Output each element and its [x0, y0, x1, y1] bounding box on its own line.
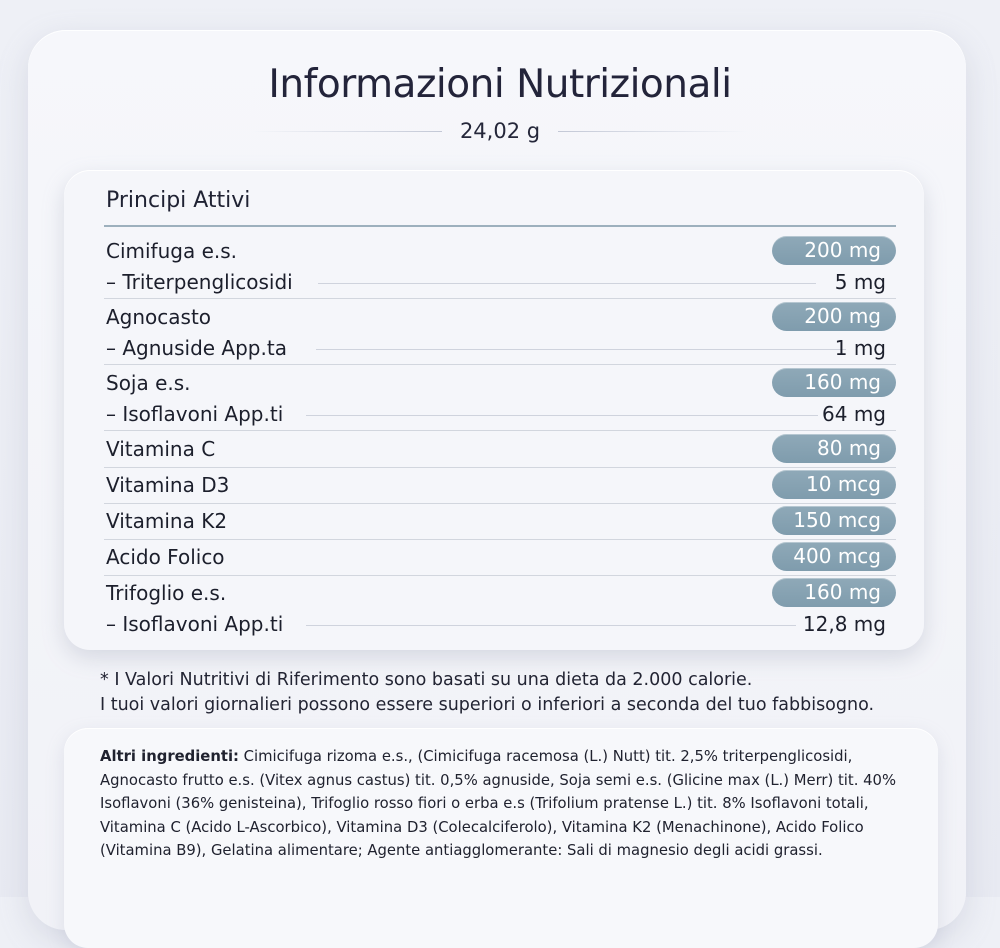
group-divider — [104, 539, 896, 540]
ingredient-amount-badge: 400 mcg — [772, 542, 896, 571]
divider-right — [558, 131, 748, 132]
sub-ingredient-amount: 5 mg — [834, 270, 886, 294]
ingredient-row — [106, 367, 896, 399]
sub-ingredient-row — [106, 398, 896, 430]
ingredient-name: Trifoglio e.s. — [106, 581, 227, 605]
sub-ingredient-name: – Isoflavoni App.ti — [106, 402, 284, 426]
reference-footnote — [100, 668, 920, 718]
net-weight: 24,02 g — [459, 119, 541, 143]
ingredient-amount-badge: 10 mcg — [772, 470, 896, 499]
ingredient-amount-badge: 160 mg — [772, 368, 896, 397]
group-divider — [104, 298, 896, 299]
group-divider — [104, 503, 896, 504]
ingredient-row — [106, 433, 896, 465]
ingredient-amount-badge: 160 mg — [772, 578, 896, 607]
sub-ingredient-name: – Agnuside App.ta — [106, 336, 287, 360]
header-rule — [104, 225, 896, 227]
sub-ingredient-row — [106, 608, 896, 640]
weight-row — [0, 116, 1000, 146]
sub-ingredient-amount: 1 mg — [834, 336, 886, 360]
group-divider — [104, 467, 896, 468]
dotted-leader — [306, 415, 818, 416]
page-title: Informazioni Nutrizionali — [268, 62, 732, 107]
ingredient-name: Vitamina C — [106, 437, 216, 461]
ingredient-name: Vitamina K2 — [106, 509, 228, 533]
group-divider — [104, 364, 896, 365]
dotted-leader — [318, 283, 816, 284]
group-divider — [104, 575, 896, 576]
ingredient-name: Soja e.s. — [106, 371, 191, 395]
ingredient-amount-badge: 80 mg — [772, 434, 896, 463]
dotted-leader — [306, 625, 796, 626]
footnote-line-2: I tuoi valori giornalieri possono essere superiori o inferiori a seconda del tuo fabbisogno. — [100, 695, 875, 715]
ingredient-amount-badge: 200 mg — [772, 236, 896, 265]
sub-ingredient-row — [106, 266, 896, 298]
ingredient-amount-badge: 200 mg — [772, 302, 896, 331]
ingredient-row — [106, 235, 896, 267]
sub-ingredient-name: – Isoflavoni App.ti — [106, 612, 284, 636]
sub-ingredient-amount: 12,8 mg — [802, 612, 886, 636]
ingredient-row — [106, 541, 896, 573]
ingredient-amount-badge: 150 mcg — [772, 506, 896, 535]
sub-ingredient-row — [106, 332, 896, 364]
group-divider — [104, 430, 896, 431]
ingredient-row — [106, 469, 896, 501]
sub-ingredient-name: – Triterpenglicosidi — [106, 270, 293, 294]
ingredient-row — [106, 505, 896, 537]
footnote-line-1: * I Valori Nutritivi di Riferimento sono basati su una dieta da 2.000 calorie. — [100, 670, 753, 690]
dotted-leader — [316, 349, 846, 350]
other-ingredients — [100, 745, 922, 863]
table-header: Principi Attivi — [106, 188, 251, 213]
divider-left — [252, 131, 442, 132]
ingredients-text: Cimicifuga rizoma e.s., (Cimicifuga racemosa (L.) Nutt) tit. 2,5% triterpenglicosidi, Agnocasto frutto e.s. (Vitex agnus castus) tit. 0,5% agnuside, Soja semi e.s. (Glicine max (L.) Merr) tit. 40% Isoflavoni (36% genisteina), Trifoglio rosso fiori o erba e.s (Trifolium pratense L.) tit. 8% Isoflavoni totali, Vitamina C (Acido L-Ascorbico), Vitamina D3 (Colecalciferolo), Vitamina K2 (Menachinone), Acido Folico (Vitamina B9), Gelatina alimentare; Agente antiagglomerante: Sali di magnesio degli acidi grassi. — [100, 748, 897, 859]
ingredient-row — [106, 301, 896, 333]
ingredients-label: Altri ingredienti: — [100, 748, 239, 765]
ingredient-name: Vitamina D3 — [106, 473, 230, 497]
ingredient-name: Agnocasto — [106, 305, 212, 329]
ingredient-row — [106, 577, 896, 609]
ingredient-name: Cimifuga e.s. — [106, 239, 238, 263]
sub-ingredient-amount: 64 mg — [822, 402, 886, 426]
ingredient-name: Acido Folico — [106, 545, 225, 569]
